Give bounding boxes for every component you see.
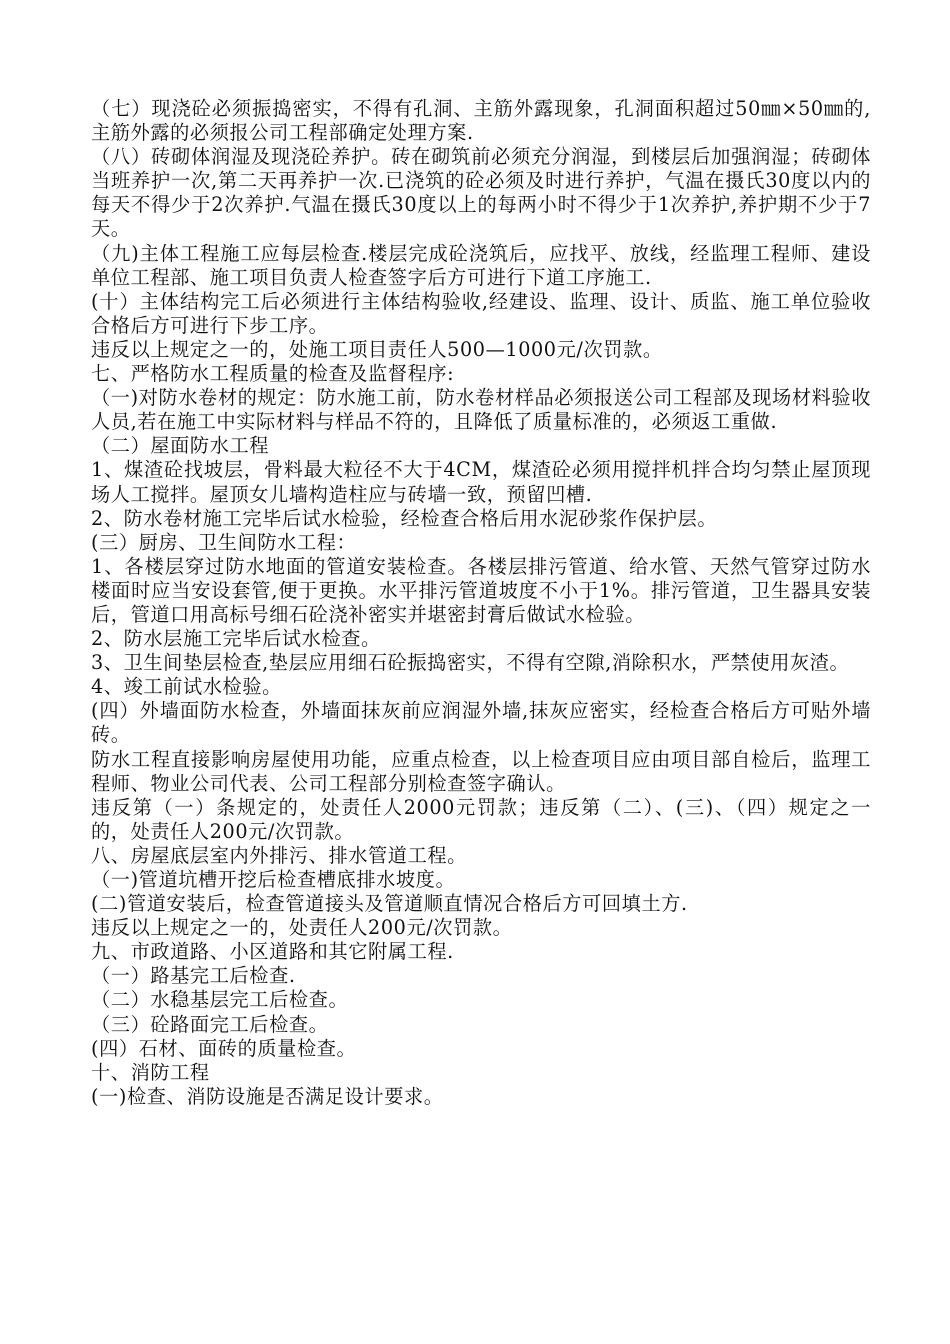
document-page (91, 97, 871, 1109)
paragraph-8-1: （一)管道坑槽开挖后检查槽底排水坡度。 (91, 868, 456, 891)
penalty-paragraph-2: 违反第（一）条规定的，处责任人2000元罚款；违反第（二）、(三)、（四）规定之一的，处责任人200元/次罚款。 (91, 795, 871, 843)
penalty-paragraph-1: 违反以上规定之一的，处施工项目责任人500—1000元/次罚款。 (91, 337, 663, 361)
paragraph-9-2: （二）水稳基层完工后检查。 (91, 988, 349, 1012)
subheading-7-2: （二）屋面防水工程 (91, 434, 270, 458)
paragraph-9-3: （三）砼路面完工后检查。 (91, 1012, 329, 1036)
paragraph-7-3-3: 3、卫生间垫层检查,垫层应用细石砼振捣密实，不得有空隙,消除积水，严禁使用灰渣。 (91, 651, 850, 675)
section-heading-9: 九、市政道路、小区道路和其它附属工程. (91, 940, 454, 964)
paragraph-jiu: （九)主体工程施工应每层检查.楼层完成砼浇筑后，应找平、放线，经监理工程师、建设单位工程部、施工项目负责人检查签字后方可进行下道工序施工. (91, 241, 871, 289)
subheading-7-3: (三）厨房、卫生间防水工程： (91, 530, 357, 554)
paragraph-7-2-2: 2、防水卷材施工完毕后试水检验，经检查合格后用水泥砂浆作保护层。 (91, 506, 718, 530)
paragraph-7-1: （一)对防水卷材的规定：防水施工前，防水卷材样品必须报送公司工程部及现场材料验收人员,若在施工中实际材料与样品不符的，且降低了质量标准的，必须返工重做. (91, 386, 871, 434)
paragraph-7-4: (四）外墙面防水检查，外墙面抹灰前应润湿外墙,抹灰应密实，经检查合格后方可贴外墙砖。 (91, 699, 871, 747)
paragraph-9-1: （一）路基完工后检查. (91, 964, 296, 988)
paragraph-7-3-2: 2、防水层施工完毕后试水检查。 (91, 627, 381, 651)
paragraph-7-3-4: 4、竣工前试水检验。 (91, 675, 282, 699)
paragraph-9-4: (四）石材、面砖的质量检查。 (91, 1036, 357, 1060)
paragraph-7-summary: 防水工程直接影响房屋使用功能，应重点检查，以上检查项目应由项目部自检后，监理工程师、物业公司代表、公司工程部分别检查签字确认。 (91, 747, 871, 795)
section-heading-8: 八、房屋底层室内外排污、排水管道工程。 (91, 843, 467, 867)
penalty-paragraph-3: 违反以上规定之一的，处责任人200元/次罚款。 (91, 916, 513, 940)
section-heading-7: 七、严格防水工程质量的检查及监督程序: (91, 362, 455, 386)
paragraph-7-3-1: 1、各楼层穿过防水地面的管道安装检查。各楼层排污管道、给水管、天然气管穿过防水楼面时应当安设套管,便于更换。水平排污管道坡度不小于1%。排污管道，卫生器具安装后，管道口用高标号细石砼浇补密实并堪密封膏后做试水检验。 (91, 554, 871, 626)
paragraph-8-2: (二)管道安装后，检查管道接头及管道顺直情况合格后方可回填土方. (91, 892, 688, 916)
section-heading-10: 十、消防工程 (91, 1060, 210, 1084)
paragraph-10-1: (一)检查、消防设施是否满足设计要求。 (91, 1084, 444, 1108)
paragraph-qi: （七）现浇砼必须振捣密实，不得有孔洞、主筋外露现象，孔洞面积超过50㎜×50㎜的,主筋外露的必须报公司工程部确定处理方案. (91, 97, 871, 145)
paragraph-shi: (十）主体结构完工后必须进行主体结构验收,经建设、监理、设计、质监、施工单位验收合格后方可进行下步工序。 (91, 289, 871, 337)
paragraph-7-2-1: 1、煤渣砼找坡层，骨料最大粒径不大于4CM，煤渣砼必须用搅拌机拌合均匀禁止屋顶现场人工搅拌。屋顶女儿墙构造柱应与砖墙一致，预留凹槽. (91, 458, 871, 506)
paragraph-ba: （八）砖砌体润湿及现浇砼养护。砖在砌筑前必须充分润湿，到楼层后加强润湿；砖砌体当班养护一次,第二天再养护一次.已浇筑的砼必须及时进行养护，气温在摄氏30度以内的每天不得少于2次养护.气温在摄氏30度以上的每两小时不得少于1次养护,养护期不少于7天。 (91, 145, 871, 241)
